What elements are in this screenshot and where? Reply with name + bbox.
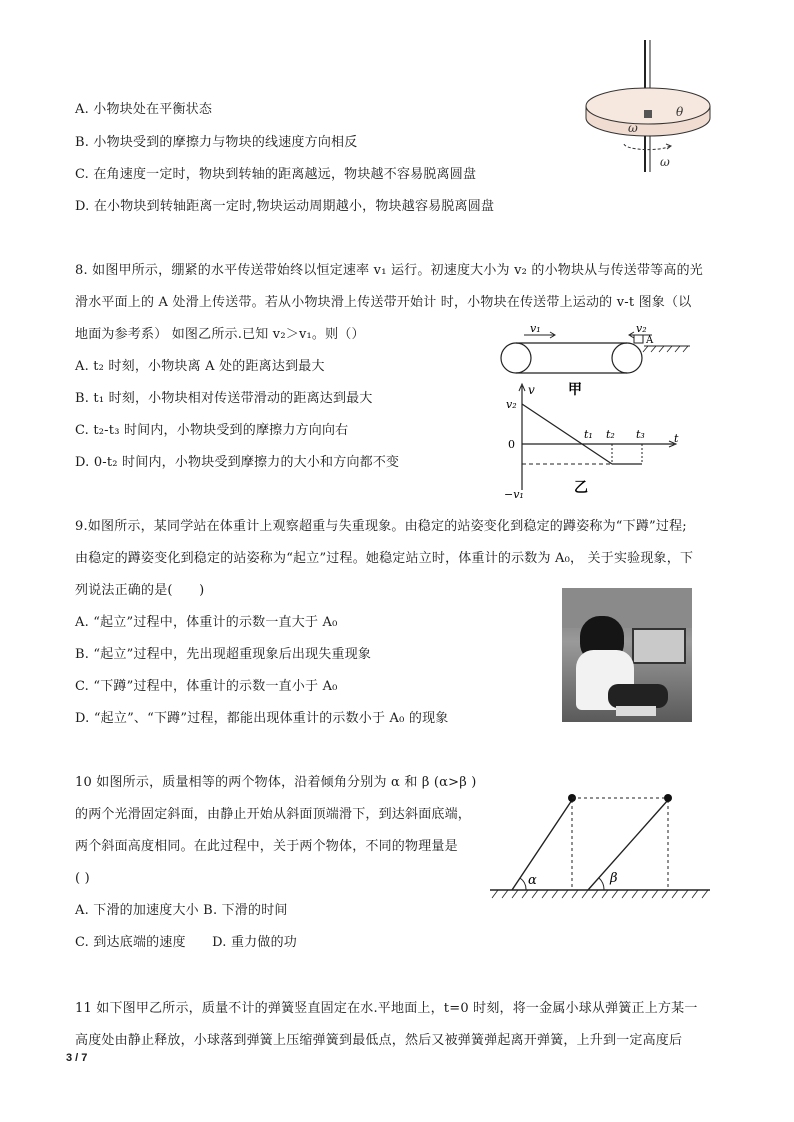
belt-v1-label: v₁ bbox=[530, 322, 541, 335]
belt-point-a: A bbox=[646, 335, 654, 346]
q9-stem-line2: 由稳定的蹲姿变化到稳定的站姿称为“起立”过程。她稳定站立时，体重计的示数为 A₀， 关于实验现象，下 bbox=[75, 551, 694, 566]
disc-omega-label-top: ω bbox=[628, 121, 638, 135]
disc-omega-label-bottom: ω bbox=[660, 155, 670, 169]
q9-option-c: C. “下蹲”过程中，体重计的示数一直小于 A₀ bbox=[75, 679, 338, 694]
q8-option-d: D. 0-t₂ 时间内，小物块受到摩擦力的大小和方向都不变 bbox=[75, 455, 400, 470]
q9-option-d: D. “起立”、“下蹲”过程，都能出现体重计的示数小于 A₀ 的现象 bbox=[75, 711, 449, 726]
incline-alpha bbox=[512, 800, 572, 890]
q7-option-a: A. 小物块处在平衡状态 bbox=[75, 102, 213, 117]
q9-stem-line1: 9.如图所示，某同学站在体重计上观察超重与失重现象。由稳定的站姿变化到稳定的蹲姿称为“下蹲”过程; bbox=[75, 519, 687, 534]
q9-option-a: A. “起立”过程中，体重计的示数一直大于 A₀ bbox=[75, 615, 338, 630]
page-number: 3 / 7 bbox=[66, 1052, 88, 1064]
q7-option-c: C. 在角速度一定时，物块到转轴的距离越远，物块越不容易脱离圆盘 bbox=[75, 167, 477, 182]
q7-option-d: D. 在小物块到转轴距离一定时,物块运动周期越小，物块越容易脱离圆盘 bbox=[75, 199, 495, 214]
v-axis-label: v bbox=[528, 383, 535, 397]
belt-v2-label: v₂ bbox=[636, 322, 647, 335]
q10-stem-line1: 10 如图所示，质量相等的两个物体，沿着倾角分别为 α 和 β (α>β ) bbox=[75, 775, 477, 790]
q8-stem-line2: 滑水平面上的 A 处滑上传送带。若从小物块滑上传送带开始计 时，小物块在传送带上运动的 v-t 图象（以 bbox=[75, 295, 692, 310]
q9-stem-line3: 列说法正确的是( ) bbox=[75, 583, 205, 598]
angle-beta-label: β bbox=[610, 871, 618, 886]
block-on-beta bbox=[664, 794, 672, 802]
t2-label: t₂ bbox=[606, 428, 615, 441]
q8-stem-line3: 地面为参考系） 如图乙所示.已知 v₂＞v₁。则（） bbox=[75, 327, 365, 342]
origin-label: 0 bbox=[508, 438, 515, 451]
graph-jia-label: 甲 bbox=[568, 382, 582, 398]
incline-beta bbox=[588, 800, 668, 890]
angle-alpha-label: α bbox=[528, 873, 537, 888]
v2-tick-label: v₂ bbox=[506, 398, 517, 411]
q11-stem-line1: 11 如下图甲乙所示，质量不计的弹簧竖直固定在水.平地面上，t=0 时刻，将一金属小球从弹簧正上方某一 bbox=[75, 1001, 698, 1016]
q8-option-a: A. t₂ 时刻，小物块离 A 处的距离达到最大 bbox=[75, 359, 325, 374]
q7-option-b: B. 小物块受到的摩擦力与物块的线速度方向相反 bbox=[75, 135, 358, 150]
t1-label: t₁ bbox=[584, 428, 593, 441]
q11-stem-line2: 高度处由静止释放，小球落到弹簧上压缩弹簧到最低点，然后又被弹簧弹起离开弹簧，上升到一定高度后 bbox=[75, 1033, 683, 1048]
conveyor-belt-figure bbox=[494, 318, 694, 378]
t-axis-label: t bbox=[674, 432, 679, 445]
vt-line-falling bbox=[522, 404, 612, 464]
q10-stem-line2: 的两个光滑固定斜面，由静止开始从斜面顶端滑下，到达斜面底端， bbox=[75, 807, 472, 822]
q10-options-cd: C. 到达底端的速度 D. 重力做的功 bbox=[75, 935, 297, 950]
q10-stem-line3: 两个斜面高度相同。在此过程中，关于两个物体，不同的物理量是 bbox=[75, 839, 458, 854]
q9-option-b: B. “起立”过程中，先出现超重现象后出现失重现象 bbox=[75, 647, 372, 662]
graph-yi-label: 乙 bbox=[574, 480, 588, 496]
q10-stem-line4: ( ) bbox=[75, 871, 90, 886]
q10-options-ab: A. 下滑的加速度大小 B. 下滑的时间 bbox=[75, 903, 288, 918]
q8-option-c: C. t₂-t₃ 时间内，小物块受到的摩擦力方向向右 bbox=[75, 423, 349, 438]
v-t-graph bbox=[504, 380, 684, 502]
disc-theta-label: θ bbox=[676, 105, 684, 119]
two-inclines-figure bbox=[488, 786, 716, 908]
t3-label: t₃ bbox=[636, 428, 645, 441]
q8-stem-line1: 8. 如图甲所示，绷紧的水平传送带始终以恒定速率 v₁ 运行。初速度大小为 v₂ 的小物块从与传送带等高的光 bbox=[75, 263, 703, 278]
neg-v1-label: −v₁ bbox=[504, 488, 524, 501]
q8-option-b: B. t₁ 时刻，小物块相对传送带滑动的距离达到最大 bbox=[75, 391, 373, 406]
rotating-disc-figure bbox=[578, 40, 718, 172]
student-on-scale-photo bbox=[562, 588, 692, 722]
